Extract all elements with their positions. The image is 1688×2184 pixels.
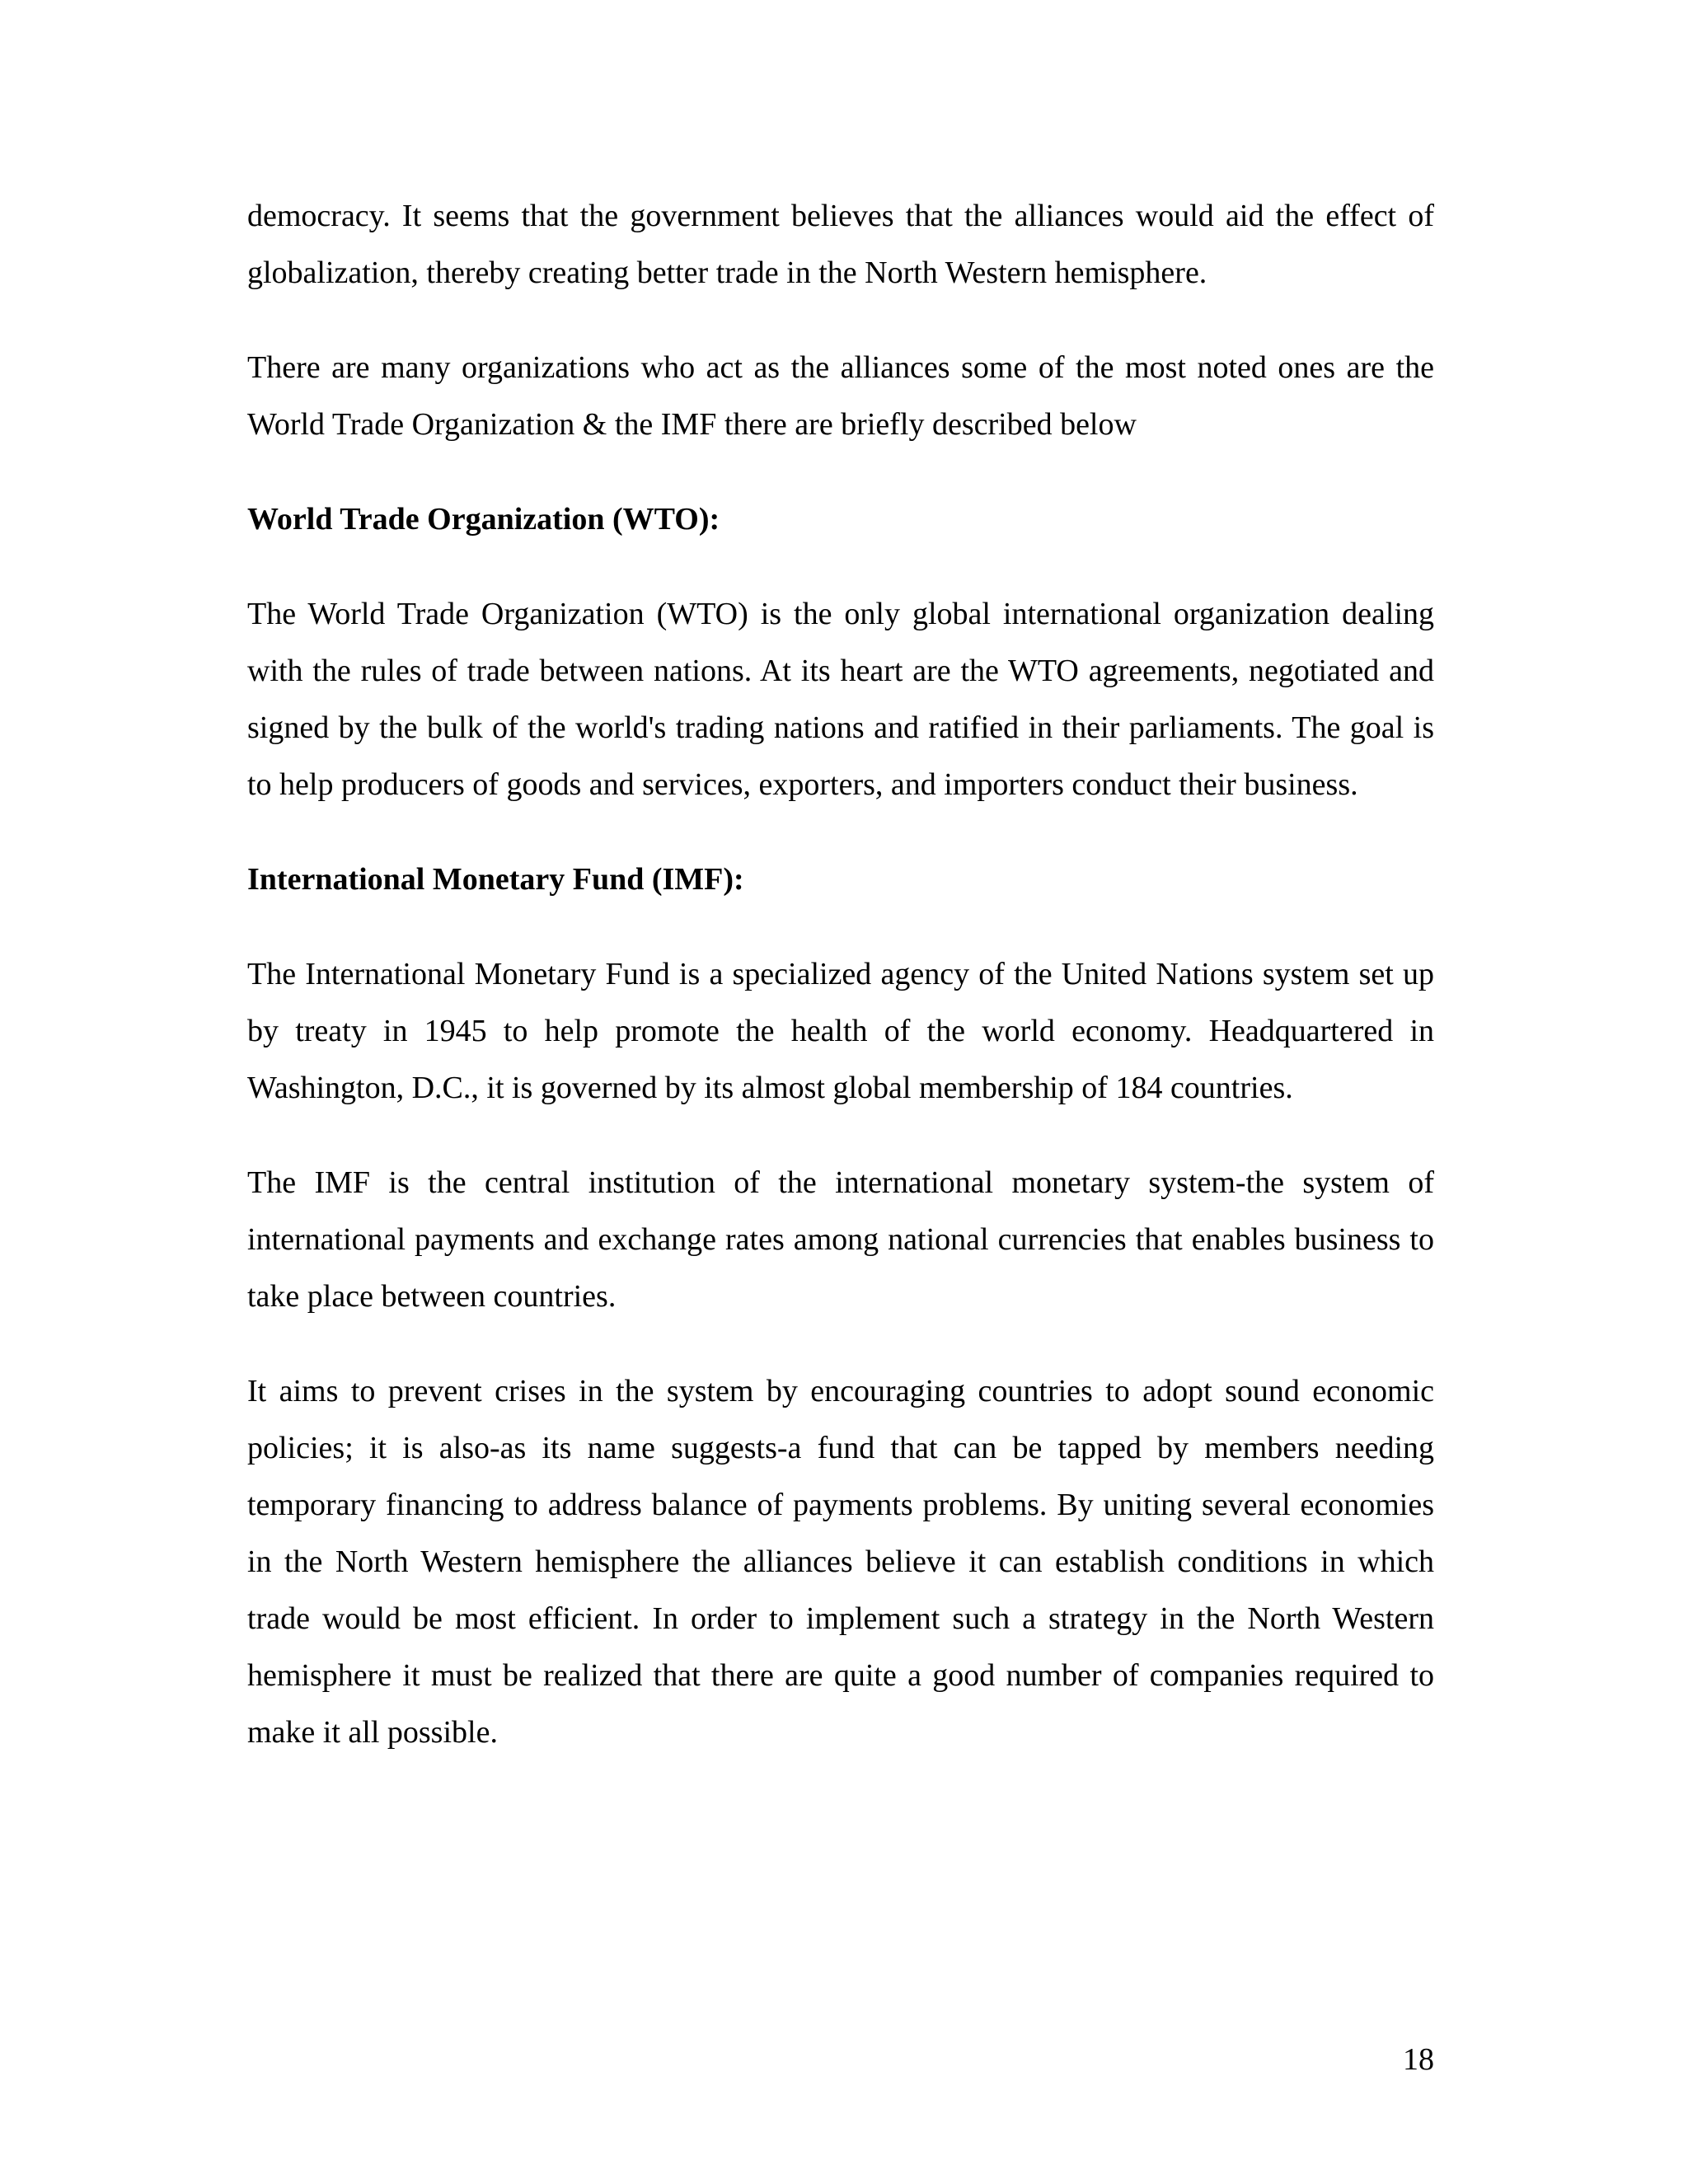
- section-heading-imf: International Monetary Fund (IMF):: [247, 862, 744, 897]
- paragraph-imf-central-institution: The IMF is the central institution of the international monetary system-the system of international payments and exchange rates among national currencies that enables business to take place between countries.: [247, 1165, 1434, 1314]
- paragraph-imf-description: The International Monetary Fund is a specialized agency of the United Nations system set up by treaty in 1945 to help promote the health of the world economy. Headquartered in Washington, D.C., it is governed by its almost global membership of 184 countries.: [247, 957, 1434, 1105]
- section-heading-wto: World Trade Organization (WTO):: [247, 502, 720, 537]
- paragraph-imf-aims: It aims to prevent crises in the system by encouraging countries to adopt sound economic policies; it is also-as its name suggests-a fund that can be tapped by members needing temporary financing to address balance of payments problems. By uniting several economies in the North Western hemisphere the alliances believe it can establish conditions in which trade would be most efficient. In order to implement such a strategy in the North Western hemisphere it must be realized that there are quite a good number of companies required to make it all possible.: [247, 1374, 1434, 1750]
- paragraph-wto-description: The World Trade Organization (WTO) is the only global international organization dealing with the rules of trade between nations. At its heart are the WTO agreements, negotiated and signed by the bulk of the world's trading nations and ratified in their parliaments. The goal is to help producers of goods and services, exporters, and importers conduct their business.: [247, 597, 1434, 802]
- page-number: 18: [1403, 2042, 1434, 2077]
- page-body: [247, 188, 1434, 1799]
- paragraph-democracy: democracy. It seems that the government believes that the alliances would aid the effect of globalization, thereby creating better trade in the North Western hemisphere.: [247, 199, 1434, 290]
- paragraph-organizations: There are many organizations who act as the alliances some of the most noted ones are the World Trade Organization & the IMF there are briefly described below: [247, 350, 1434, 442]
